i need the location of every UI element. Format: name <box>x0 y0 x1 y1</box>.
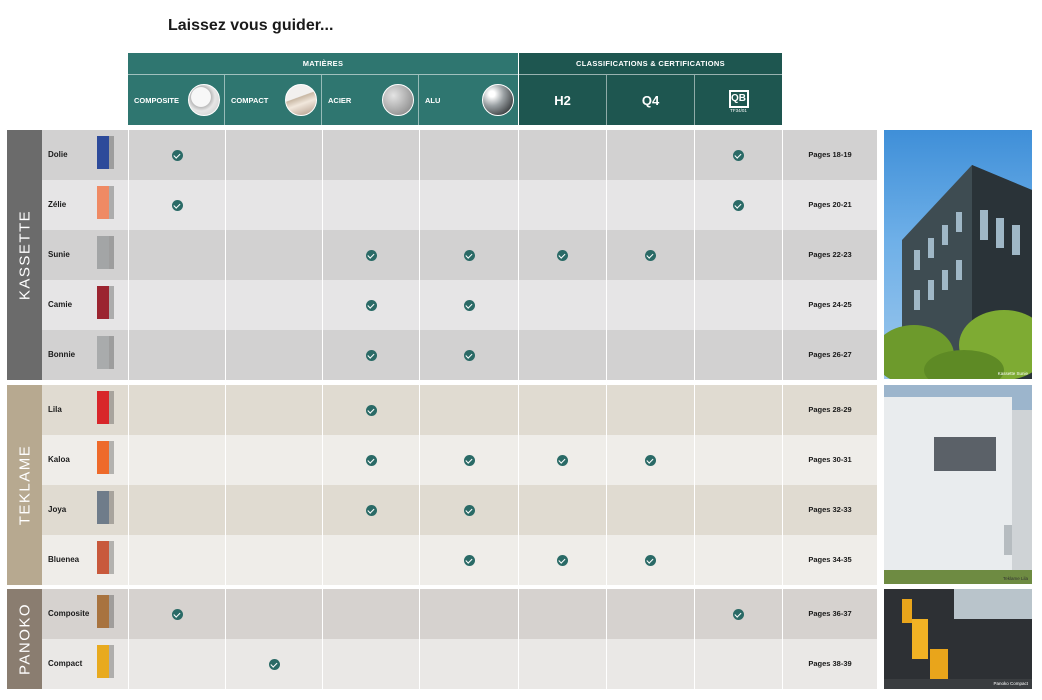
photo-kassette <box>884 130 1032 379</box>
table-cell <box>225 639 322 689</box>
check-icon <box>733 150 744 161</box>
table-cell <box>128 589 225 639</box>
check-icon <box>366 350 377 361</box>
steel-sample-icon <box>382 84 414 116</box>
table-row <box>42 385 782 435</box>
check-icon <box>366 505 377 516</box>
table-cell <box>606 280 694 330</box>
building-photo-3 <box>884 589 1032 689</box>
product-sample-icon <box>97 595 114 628</box>
product-sample-icon <box>97 391 114 424</box>
photo-panoko <box>884 589 1032 689</box>
table-cell <box>518 485 606 535</box>
table-cell <box>606 589 694 639</box>
check-icon <box>366 250 377 261</box>
table-cell <box>606 230 694 280</box>
table-row <box>42 485 782 535</box>
table-cell <box>419 230 518 280</box>
table-cell <box>128 180 225 230</box>
table-cell <box>518 639 606 689</box>
section-teklame <box>7 385 852 585</box>
product-sample-icon <box>97 136 114 169</box>
pages-reference: Pages 26-27 <box>782 330 877 380</box>
check-icon <box>172 150 183 161</box>
table-cell <box>225 435 322 485</box>
table-cell <box>128 280 225 330</box>
check-icon <box>645 250 656 261</box>
check-icon <box>172 609 183 620</box>
table-cell <box>322 589 419 639</box>
product-sample-icon <box>97 236 114 269</box>
table-cell <box>322 230 419 280</box>
table-cell <box>322 435 419 485</box>
section-label <box>7 589 42 689</box>
table-cell <box>128 485 225 535</box>
table-cell <box>322 330 419 380</box>
aluminium-sample-icon <box>482 84 514 116</box>
table-row <box>42 535 782 585</box>
product-sample-icon <box>97 541 114 574</box>
table-cell <box>419 589 518 639</box>
material-composite-header <box>128 75 225 125</box>
compact-sample-icon <box>285 84 317 116</box>
classification-label: H2 <box>554 92 571 108</box>
check-icon <box>172 200 183 211</box>
product-sample-icon <box>97 491 114 524</box>
pages-reference: Pages 36-37 <box>782 589 877 639</box>
table-row <box>42 589 782 639</box>
photo-caption: Teklame Lila <box>1002 576 1028 581</box>
table-cell <box>606 385 694 435</box>
qb-logo-sub: TF34/01 <box>730 107 747 113</box>
table-cell <box>419 330 518 380</box>
pages-reference: Pages 30-31 <box>782 435 877 485</box>
check-icon <box>366 455 377 466</box>
table-cell <box>225 485 322 535</box>
table-row <box>42 435 782 485</box>
table-cell <box>419 385 518 435</box>
materials-title: MATIÈRES <box>128 53 518 75</box>
table-cell <box>606 330 694 380</box>
table-cell <box>419 485 518 535</box>
table-cell <box>606 639 694 689</box>
pages-reference: Pages 20-21 <box>782 180 877 230</box>
table-cell <box>694 330 782 380</box>
product-name: Kaloa <box>48 455 70 464</box>
check-icon <box>733 609 744 620</box>
table-cell <box>419 435 518 485</box>
table-cell <box>322 385 419 435</box>
material-label: COMPACT <box>231 95 269 105</box>
section-panoko <box>7 589 852 689</box>
table-cell <box>225 589 322 639</box>
qb-certification-icon <box>695 88 782 113</box>
section-label <box>7 385 42 585</box>
table-cell <box>518 180 606 230</box>
table-row <box>42 330 782 380</box>
check-icon <box>557 555 568 566</box>
table-cell <box>518 230 606 280</box>
pages-reference: Pages 38-39 <box>782 639 877 689</box>
product-name: Joya <box>48 505 67 514</box>
table-cell <box>419 130 518 180</box>
photo-caption: Kassette Sunie <box>997 371 1028 376</box>
classification-h2-header <box>519 75 607 125</box>
composite-sample-icon <box>188 84 220 116</box>
check-icon <box>464 250 475 261</box>
photo-teklame <box>884 385 1032 584</box>
pages-reference: Pages 18-19 <box>782 130 877 180</box>
table-cell <box>225 330 322 380</box>
table-cell <box>518 330 606 380</box>
table-cell <box>518 280 606 330</box>
check-icon <box>557 250 568 261</box>
product-sample-icon <box>97 286 114 319</box>
section-label-text: PANOKO <box>16 602 33 676</box>
table-cell <box>694 280 782 330</box>
material-alu-header <box>419 75 518 125</box>
section-label-text: KASSETTE <box>16 209 33 301</box>
table-cell <box>694 639 782 689</box>
table-cell <box>518 385 606 435</box>
table-cell <box>606 130 694 180</box>
pages-reference: Pages 34-35 <box>782 535 877 585</box>
pages-reference: Pages 32-33 <box>782 485 877 535</box>
table-cell <box>128 330 225 380</box>
check-icon <box>464 505 475 516</box>
table-cell <box>518 589 606 639</box>
table-cell <box>322 485 419 535</box>
table-cell <box>518 130 606 180</box>
building-photo-1 <box>884 130 1032 379</box>
table-cell <box>225 385 322 435</box>
page-title: Laissez vous guider... <box>168 17 334 34</box>
product-name: Zélie <box>48 200 67 209</box>
material-acier-header <box>322 75 419 125</box>
check-icon <box>645 555 656 566</box>
table-cell <box>128 639 225 689</box>
table-cell <box>518 435 606 485</box>
table-cell <box>694 435 782 485</box>
check-icon <box>366 300 377 311</box>
material-label: ALU <box>425 95 441 105</box>
pages-reference: Pages 24-25 <box>782 280 877 330</box>
product-name: Camie <box>48 300 73 309</box>
check-icon <box>464 455 475 466</box>
table-cell <box>128 130 225 180</box>
check-icon <box>464 555 475 566</box>
table-cell <box>225 180 322 230</box>
product-name: Sunie <box>48 250 70 259</box>
product-name: Lila <box>48 405 62 414</box>
table-cell <box>128 435 225 485</box>
check-icon <box>645 455 656 466</box>
table-cell <box>694 180 782 230</box>
product-name: Compact <box>48 659 83 668</box>
table-row <box>42 180 782 230</box>
check-icon <box>464 300 475 311</box>
qb-logo: QB <box>729 90 749 108</box>
table-cell <box>322 130 419 180</box>
table-cell <box>606 535 694 585</box>
check-icon <box>269 659 280 670</box>
table-cell <box>322 535 419 585</box>
check-icon <box>733 200 744 211</box>
product-sample-icon <box>97 441 114 474</box>
product-name: Dolie <box>48 150 68 159</box>
table-cell <box>322 280 419 330</box>
table-cell <box>419 639 518 689</box>
table-cell <box>322 639 419 689</box>
table-cell <box>694 485 782 535</box>
section-kassette <box>7 130 852 380</box>
table-cell <box>225 280 322 330</box>
table-cell <box>694 589 782 639</box>
photo-caption: Panoko Compact <box>993 681 1028 686</box>
classification-q4-header <box>607 75 695 125</box>
building-photo-2 <box>884 385 1032 584</box>
table-cell <box>419 280 518 330</box>
materials-header <box>128 53 518 125</box>
table-row <box>42 639 782 689</box>
product-name: Bonnie <box>48 350 76 359</box>
check-icon <box>366 405 377 416</box>
table-cell <box>128 230 225 280</box>
qb-certification-header <box>695 75 782 125</box>
pages-reference: Pages 28-29 <box>782 385 877 435</box>
table-cell <box>694 230 782 280</box>
product-sample-icon <box>97 336 114 369</box>
section-label <box>7 130 42 380</box>
table-cell <box>419 180 518 230</box>
section-label-text: TEKLAME <box>16 444 33 526</box>
table-cell <box>128 535 225 585</box>
classification-label: Q4 <box>641 92 660 108</box>
table-row <box>42 230 782 280</box>
table-cell <box>225 130 322 180</box>
table-cell <box>694 385 782 435</box>
product-name: Bluenea <box>48 555 80 564</box>
table-cell <box>694 130 782 180</box>
table-cell <box>128 385 225 435</box>
product-sample-icon <box>97 645 114 678</box>
table-cell <box>606 485 694 535</box>
product-name: Composite <box>48 609 90 618</box>
product-sample-icon <box>97 186 114 219</box>
classifications-title: CLASSIFICATIONS & CERTIFICATIONS <box>519 53 782 75</box>
table-cell <box>322 180 419 230</box>
table-row <box>42 130 782 180</box>
material-label: COMPOSITE <box>134 95 180 105</box>
table-cell <box>606 180 694 230</box>
pages-reference: Pages 22-23 <box>782 230 877 280</box>
table-cell <box>518 535 606 585</box>
table-cell <box>419 535 518 585</box>
table-row <box>42 280 782 330</box>
table-cell <box>606 435 694 485</box>
classifications-header <box>519 53 782 125</box>
check-icon <box>464 350 475 361</box>
material-label: ACIER <box>328 95 352 105</box>
material-compact-header <box>225 75 322 125</box>
table-cell <box>225 535 322 585</box>
table-cell <box>694 535 782 585</box>
table-cell <box>225 230 322 280</box>
check-icon <box>557 455 568 466</box>
